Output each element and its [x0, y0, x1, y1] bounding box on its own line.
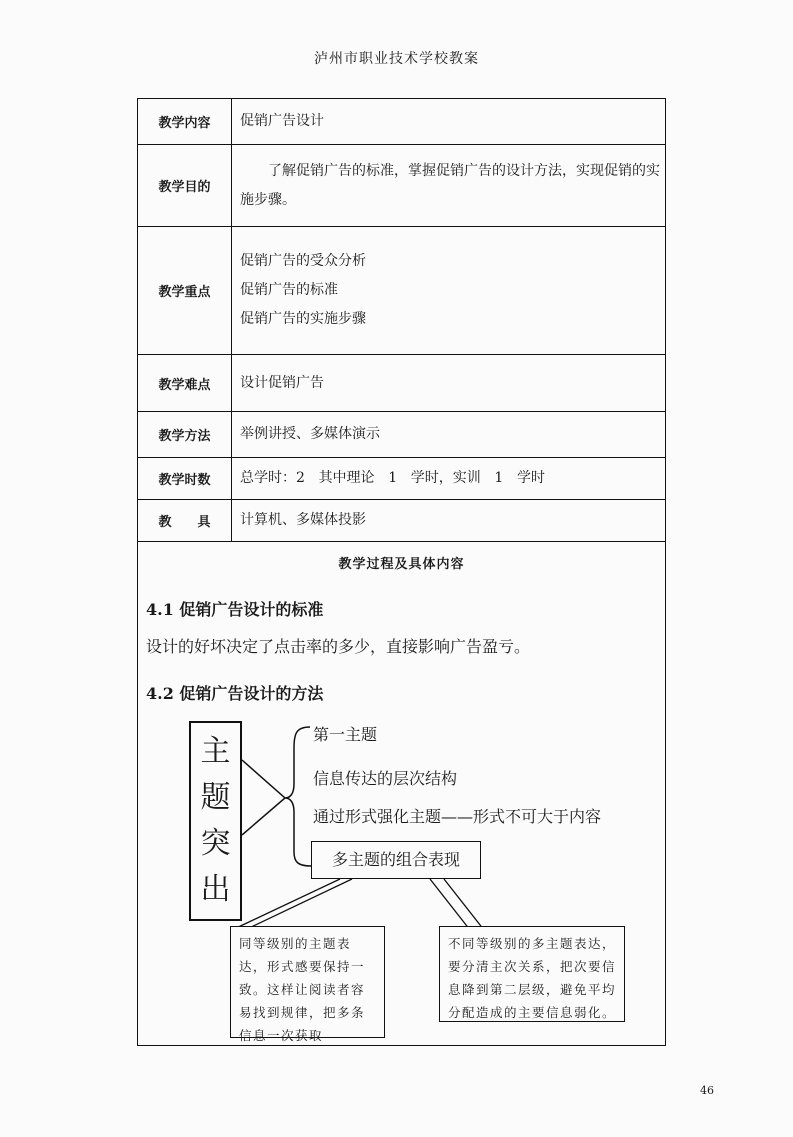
curly-brace [285, 727, 311, 866]
section-heading: 4.1 促销广告设计的标准 [146, 600, 324, 619]
tools-value: 计算机、多媒体投影 [240, 512, 366, 528]
key-point: 促销广告的实施步骤 [240, 311, 366, 327]
hours-part: 学时 [516, 470, 545, 486]
row-label: 教学内容 [138, 99, 232, 145]
hours-part: 1 [494, 470, 504, 486]
hours-part: 总学时：2 [240, 470, 305, 486]
page-number: 46 [700, 1084, 714, 1097]
section-heading: 4.2 促销广告设计的方法 [146, 684, 324, 703]
section-paragraph: 设计的好坏决定了点击率的多少，直接影响广告盈亏。 [146, 637, 531, 656]
callout-left [232, 879, 352, 930]
main-topic-box [189, 721, 242, 921]
main-topic-char: 题 [200, 780, 231, 815]
key-point: 促销广告的标准 [240, 282, 338, 298]
main-topic-char: 出 [200, 872, 231, 907]
callout-right [430, 879, 484, 930]
key-point: 促销广告的受众分析 [240, 253, 366, 269]
page-header: 泸州市职业技术学校教案 [314, 51, 479, 67]
hours-part: 1 [388, 470, 398, 486]
method-value: 举例讲授、多媒体演示 [240, 426, 380, 442]
row-label: 教 具 [138, 500, 232, 542]
branch-item: 信息传达的层次结构 [313, 769, 458, 788]
hours-part: 学时，实训 [410, 470, 481, 486]
combo-box: 多主题的组合表现 [311, 841, 481, 879]
purpose-text: 了解促销广告的标准，掌握促销广告的设计方法，实现促销的实施步骤。 [240, 162, 660, 208]
row-label: 教学重点 [138, 227, 232, 355]
note-different-level: 不同等级别的多主题表达，要分清主次关系，把次要信息降到第二层级，避免平均分配造成的主要信息弱化。 [439, 926, 625, 1022]
main-topic-char: 突 [200, 826, 231, 861]
row-label: 教学难点 [138, 355, 232, 412]
row-label: 教学方法 [138, 412, 232, 458]
difficulty-value: 设计促销广告 [240, 374, 324, 391]
row-label: 教学目的 [138, 145, 232, 227]
branch-item: 通过形式强化主题——形式不可大于内容 [313, 807, 602, 826]
process-title: 教学过程及具体内容 [338, 557, 465, 572]
hours-part: 其中理论 [318, 470, 375, 486]
main-topic-char: 主 [200, 734, 231, 769]
content-value: 促销广告设计 [240, 113, 324, 129]
note-same-level: 同等级别的主题表达，形式感要保持一致。这样让阅读者容易找到规律，把多条信息一次获取 [230, 926, 385, 1038]
callout-arrow [242, 760, 285, 835]
row-label: 教学时数 [138, 458, 232, 500]
branch-item: 第一主题 [313, 725, 378, 744]
